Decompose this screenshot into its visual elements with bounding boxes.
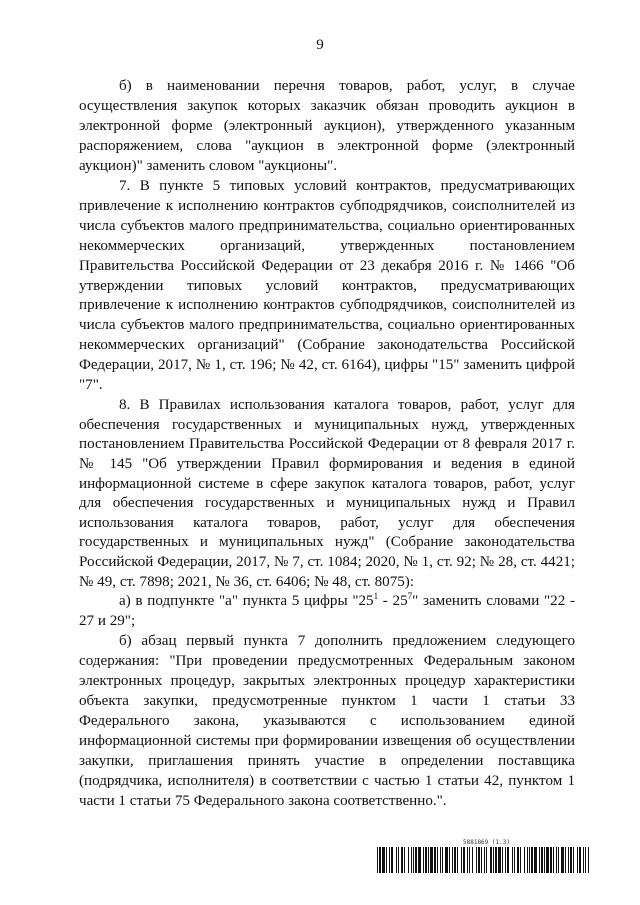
paragraph-8a	[79, 592, 575, 632]
superscript: 7	[407, 591, 413, 602]
paragraph-7: 7. В пункте 5 типовых условий контрактов, предусматривающих привлечение к исполнению контрактов субподрядчиков, соисполнителей из числа субъектов малого предпринимательства, социально ориентированных некоммерческих организаций, утвержденных постановлением Правительства Российской Федерации от 23 декабря 2016 г. № 1466 "Об утверждении типовых условий контрактов, предусматривающих привлечение к исполнению контрактов субподрядчиков, соисполнителей из числа субъектов малого предпринимательства, социально ориентированных некоммерческих организаций" (Собрание законодательства Российской Федерации, 2017, № 1, ст. 196; № 42, ст. 6164), цифры "15" заменить цифрой "7".	[79, 177, 575, 394]
paragraph-8a-text: - 25	[378, 593, 408, 610]
page-number: 9	[316, 37, 324, 53]
barcode-label: 5881869 (1.3)	[463, 839, 510, 846]
paragraph-6b: б) в наименовании перечня товаров, работ, услуг, в случае осуществления закупок которых заказчик обязан проводить аукцион в электронной форме (электронный аукцион), утвержденного указанным распоряжением, слова "аукцион в электронной форме (электронный аукцион)" заменить словом "аукционы".	[79, 78, 575, 174]
superscript: 1	[373, 591, 379, 602]
paragraph-8a-text: " заменить словами "22 - 27 и 29";	[79, 593, 576, 630]
paragraph-8b: б) абзац первый пункта 7 дополнить предложением следующего содержания: "При проведении предусмотренных Федеральным законом электронных процедур, закрытых электронных процедур характеристики объекта закупки, предусмотренные пунктом 1 части 1 статьи 33 Федерального закона, указываются с использованием единой информационной системы при формировании извещения об осуществлении закупки, приглашения принять участие в определении поставщика (подрядчика, исполнителя) в соответствии с частью 1 статьи 42, пунктом 1 части 1 статьи 75 Федерального закона соответственно.".	[79, 633, 575, 809]
barcode-icon	[377, 847, 590, 873]
document-body	[79, 77, 575, 812]
paragraph-8a-text: а) в подпункте "а" пункта 5 цифры "25	[119, 593, 374, 610]
paragraph-8: 8. В Правилах использования каталога товаров, работ, услуг для обеспечения государственных и муниципальных нужд, утвержденных постановлением Правительства Российской Федерации от 8 февраля 2017 г. № 145 "Об утверждении Правил формирования и ведения в единой информационной системе в сфере закупок каталога товаров, работ, услуг для обеспечения государственных и муниципальных нужд и Правил использования каталога товаров, работ, услуг для обеспечения государственных и муниципальных нужд" (Собрание законодательства Российской Федерации, 2017, № 7, ст. 1084; 2020, № 1, ст. 92; № 28, ст. 4421; № 49, ст. 7898; 2021, № 36, ст. 6406; № 48, ст. 8075):	[79, 397, 575, 590]
